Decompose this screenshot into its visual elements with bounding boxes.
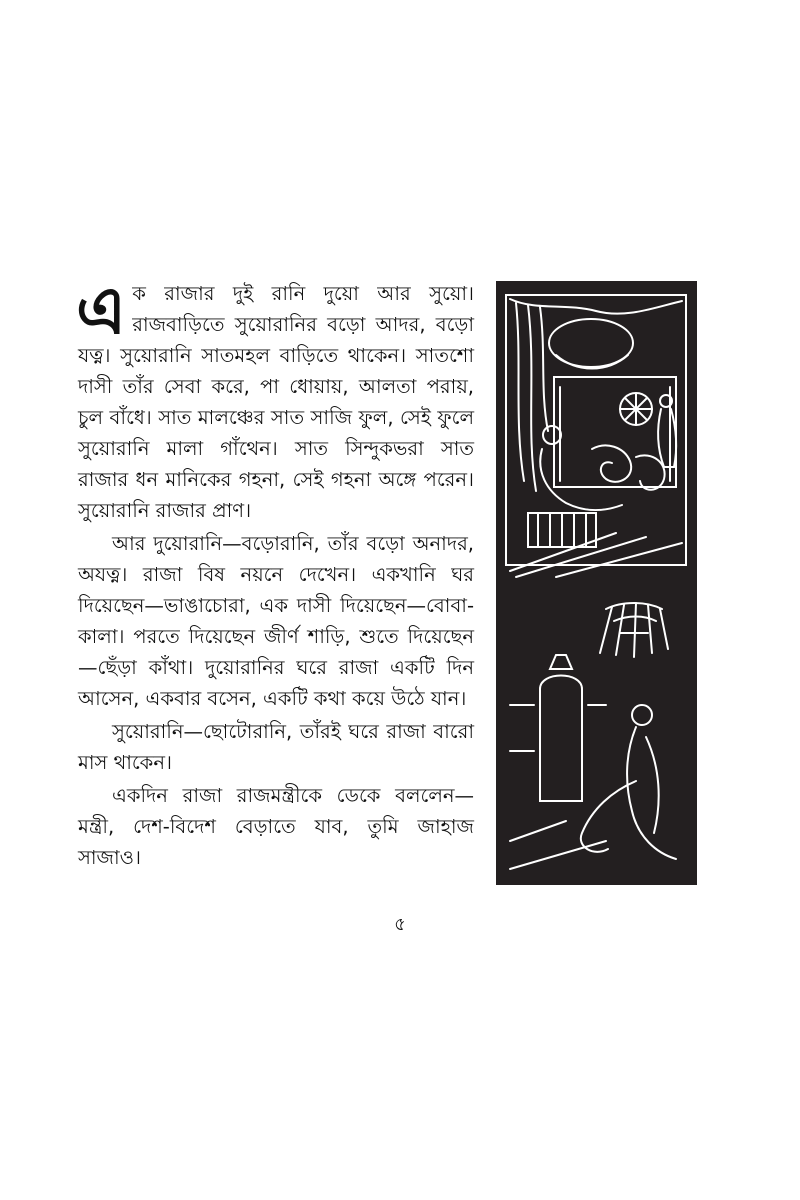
sitting-queen-back — [627, 727, 676, 859]
curtain-fold-3 — [540, 307, 548, 431]
queen-head — [543, 426, 561, 444]
arched-door — [540, 676, 582, 802]
floor-lines — [510, 533, 682, 577]
queen-body — [540, 449, 622, 510]
window-mullions — [560, 387, 670, 481]
ornament-swirl — [592, 445, 631, 481]
paragraph-3: সুয়োরানি—ছোটোরানি, তাঁরই ঘরে রাজা বারো মাস থাকেন। — [78, 720, 474, 774]
curtain-rail — [510, 299, 682, 314]
broken-roof — [606, 603, 662, 633]
balusters — [538, 513, 586, 547]
paragraph-2: আর দুয়োরানি—বড়োরানি, তাঁর বড়ো অনাদর, অযত্ন। রাজা বিষ নয়নে দেখেন। একখানি ঘর দিয়েছেন—ভাঙাচোরা, এক দাসী দিয়েছেন—বোবা-কালা। পরতে দিয়েছেন জীর্ণ শাড়ি, শুতে দিয়েছেন—ছেঁড়া কাঁথা। দুয়োরানির ঘরে রাজা একটি দিন আসেন, একবার বসেন, একটি কথা কয়ে উঠে যান। — [78, 532, 474, 710]
paragraph-4: একদিন রাজা রাজমন্ত্রীকে ডেকে বললেন—মন্ত্রী, দেশ-বিদেশ বেড়াতে যাব, তুমি জাহাজ সাজাও। — [78, 784, 474, 869]
wall-lines — [510, 705, 606, 751]
illustration-drawing — [496, 281, 697, 885]
drop-cap: এ — [76, 271, 127, 349]
curtain-fold-2 — [528, 305, 536, 491]
sitting-queen-arm — [646, 737, 659, 833]
door-top — [550, 655, 572, 669]
story-text — [76, 271, 474, 875]
maid-body — [658, 409, 676, 467]
ground-lines — [510, 821, 606, 869]
ornament-swirl-2 — [636, 455, 665, 489]
fan-ribs — [620, 393, 652, 425]
paragraph-1-text: ক রাজার দুই রানি দুয়ো আর সুয়ো। রাজবাড়িতে সুয়োরানির বড়ো আদর, বড়ো যত্ন। সুয়োরানি সাতমহল বাড়িতে থাকেন। সাতশো দাসী তাঁর সেবা করে, পা ধোয়ায়, আলতা পরায়, চুল বাঁধে। সাত মালঞ্চের সাত সাজি ফুল, সেই ফুলে সুয়োরানি মালা গাঁথেন। সাত সিন্দুকভরা সাত রাজার ধন মানিকের গহনা, সেই গহনা অঙ্গে পরেন। সুয়োরানি রাজার প্রাণ। — [78, 282, 474, 522]
paragraph-1 — [76, 271, 474, 526]
sitting-queen-head — [632, 705, 652, 725]
curtain-fold-1 — [516, 303, 524, 481]
story-illustration — [496, 281, 697, 885]
page-number: ৫ — [394, 914, 406, 935]
roof-straws — [600, 603, 668, 657]
